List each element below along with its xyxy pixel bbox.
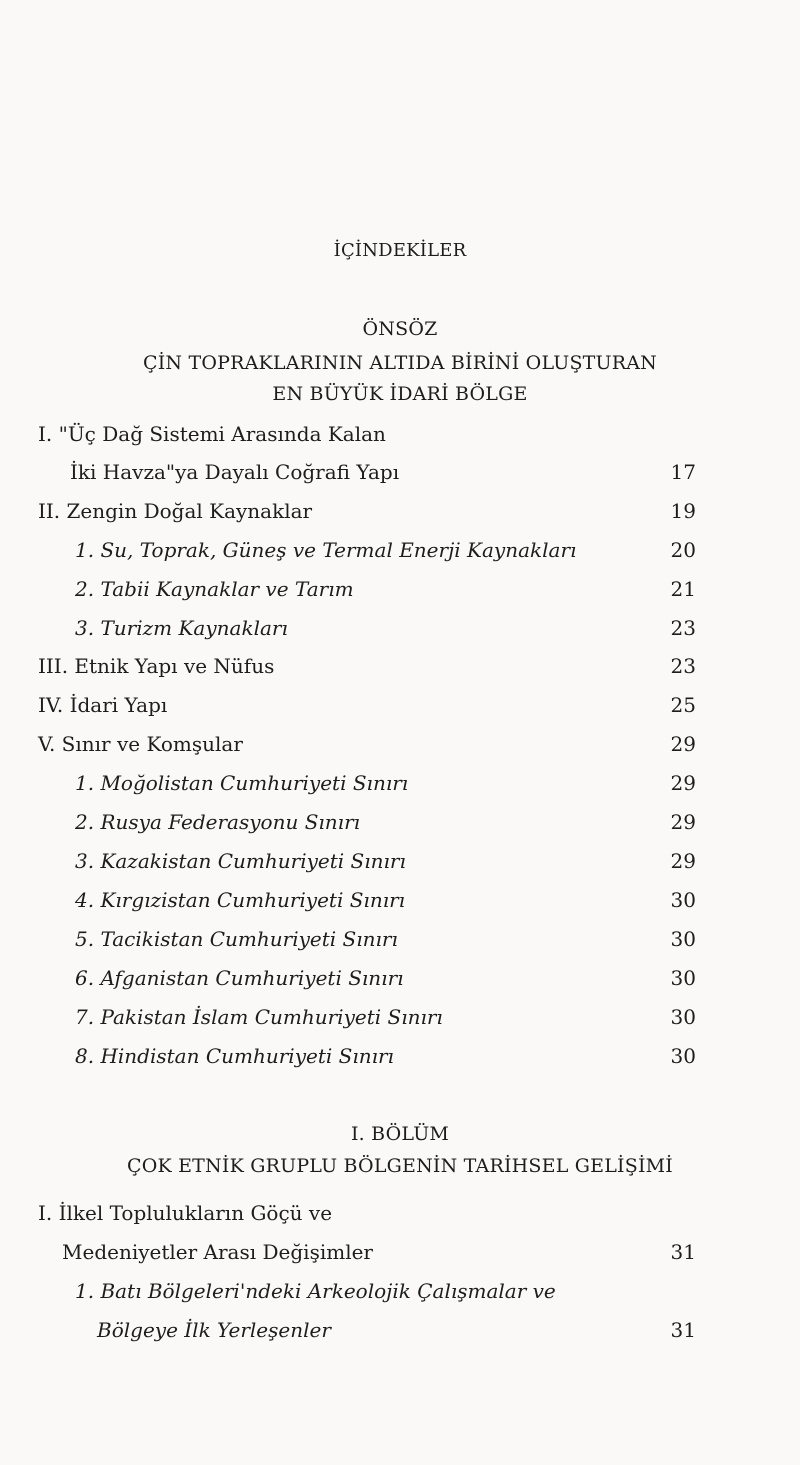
toc-entry-title: 6. Afganistan Cumhuriyeti Sınırı [75, 966, 404, 990]
toc-entry-title: IV. İdari Yapı [38, 693, 168, 717]
part1-heading-line-2: ÇOK ETNİK GRUPLU BÖLGENİN TARİHSEL GELİŞİMİ [126, 1155, 674, 1177]
toc-entry-title: 3. Turizm Kaynakları [75, 616, 288, 640]
toc-entry [0, 693, 800, 723]
toc-entry-page: 19 [670, 499, 696, 523]
toc-entry-title: 4. Kırgızistan Cumhuriyeti Sınırı [75, 888, 406, 912]
toc-entry-title: III. Etnik Yapı ve Nüfus [38, 654, 275, 678]
toc-entry-title: 5. Tacikistan Cumhuriyeti Sınırı [75, 927, 398, 951]
toc-entry-page: 30 [670, 927, 696, 951]
toc-entry [0, 927, 800, 957]
toc-entry-page: 29 [670, 732, 696, 756]
toc-entry-title: I. İlkel Toplulukların Göçü ve [38, 1201, 333, 1225]
toc-entry-page: 20 [670, 538, 696, 562]
toc-entry-title: 1. Su, Toprak, Güneş ve Termal Enerji Kaynakları [75, 538, 577, 562]
toc-entry [0, 422, 800, 452]
toc-entry [0, 460, 800, 490]
toc-entry-page: 25 [670, 693, 696, 717]
toc-entry [0, 966, 800, 996]
toc-entry-title: 2. Tabii Kaynaklar ve Tarım [75, 577, 354, 601]
toc-entry-page: 17 [670, 460, 696, 484]
toc-entry-title: 1. Moğolistan Cumhuriyeti Sınırı [75, 771, 409, 795]
toc-entry-title: II. Zengin Doğal Kaynaklar [38, 499, 313, 523]
toc-entry-page: 31 [670, 1240, 696, 1264]
toc-entry [0, 1044, 800, 1074]
toc-entry [0, 771, 800, 801]
toc-entry-title: 2. Rusya Federasyonu Sınırı [75, 810, 361, 834]
toc-entry-page: 30 [670, 1005, 696, 1029]
toc-entry-title: 8. Hindistan Cumhuriyeti Sınırı [75, 1044, 394, 1068]
toc-entry [0, 888, 800, 918]
toc-entry [0, 538, 800, 568]
toc-entry [0, 1279, 800, 1309]
toc-entry-page: 30 [670, 966, 696, 990]
toc-entry-title: Medeniyetler Arası Değişimler [62, 1240, 373, 1264]
toc-entry [0, 810, 800, 840]
toc-entry-page: 30 [670, 888, 696, 912]
toc-entry-page: 23 [670, 654, 696, 678]
toc-entry-title: Bölgeye İlk Yerleşenler [97, 1318, 331, 1342]
toc-entry-title: I. "Üç Dağ Sistemi Arasında Kalan [38, 422, 386, 446]
toc-entry-title: İki Havza"ya Dayalı Coğrafi Yapı [70, 460, 400, 484]
toc-entry-page: 29 [670, 771, 696, 795]
toc-entry-page: 23 [670, 616, 696, 640]
toc-entry [0, 1240, 800, 1270]
toc-entry-title: 1. Batı Bölgeleri'ndeki Arkeolojik Çalışmalar ve [75, 1279, 556, 1303]
toc-entry-title: 3. Kazakistan Cumhuriyeti Sınırı [75, 849, 406, 873]
toc-entry [0, 849, 800, 879]
preface-heading: ÖNSÖZ [362, 318, 438, 340]
toc-entry-title: 7. Pakistan İslam Cumhuriyeti Sınırı [75, 1005, 443, 1029]
toc-entry [0, 616, 800, 646]
toc-entry [0, 654, 800, 684]
toc-entry-page: 29 [670, 810, 696, 834]
part0-heading-line-2: EN BÜYÜK İDARİ BÖLGE [272, 383, 528, 405]
part0-heading-line-1: ÇİN TOPRAKLARININ ALTIDA BİRİNİ OLUŞTURAN [142, 352, 658, 374]
part1-heading-line-1: I. BÖLÜM [350, 1123, 450, 1145]
toc-entry [0, 1201, 800, 1231]
toc-entry-page: 29 [670, 849, 696, 873]
toc-entry [0, 1005, 800, 1035]
toc-entry-title: V. Sınır ve Komşular [38, 732, 243, 756]
toc-entry-page: 21 [670, 577, 696, 601]
toc-entry [0, 499, 800, 529]
toc-entry [0, 732, 800, 762]
toc-entry [0, 1318, 800, 1348]
toc-entry [0, 577, 800, 607]
toc-entry-page: 31 [670, 1318, 696, 1342]
toc-title: İÇİNDEKİLER [333, 240, 467, 261]
toc-entry-page: 30 [670, 1044, 696, 1068]
